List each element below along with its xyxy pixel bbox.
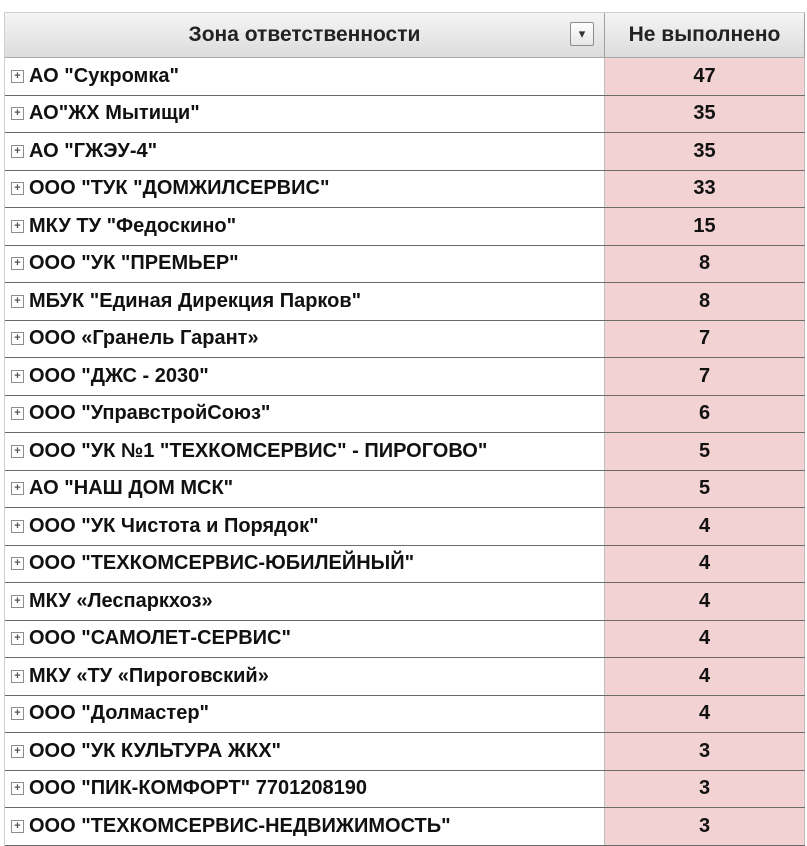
not-completed-value: 35 (693, 102, 716, 125)
table-row[interactable] (5, 246, 805, 284)
responsibility-zone-cell[interactable] (5, 771, 605, 808)
table-row[interactable] (5, 546, 805, 584)
responsibility-zone-text: ООО "Долмастер" (29, 702, 210, 725)
not-completed-cell[interactable] (605, 808, 805, 845)
not-completed-value: 4 (698, 627, 711, 650)
expand-icon[interactable]: + (11, 220, 24, 233)
table-row[interactable] (5, 283, 805, 321)
table-row[interactable] (5, 433, 805, 471)
not-completed-value: 3 (698, 739, 711, 762)
responsibility-zone-cell[interactable] (5, 283, 605, 320)
expand-icon[interactable]: + (11, 182, 24, 195)
table-row[interactable] (5, 621, 805, 659)
responsibility-zone-text: ООО "ТЕХКОМСЕРВИС-ЮБИЛЕЙНЫЙ" (29, 552, 415, 575)
expand-icon[interactable]: + (11, 295, 24, 308)
expand-icon[interactable]: + (11, 482, 24, 495)
header-responsibility-zone-label: Зона ответственности (188, 23, 421, 46)
expand-icon[interactable]: + (11, 745, 24, 758)
responsibility-zone-cell[interactable] (5, 696, 605, 733)
not-completed-cell[interactable] (605, 546, 805, 583)
responsibility-zone-cell[interactable] (5, 471, 605, 508)
responsibility-zone-text: ООО "УК №1 "ТЕХКОМСЕРВИС" - ПИРОГОВО" (29, 439, 488, 462)
not-completed-cell[interactable] (605, 696, 805, 733)
responsibility-zone-text: АО "Сукромка" (29, 64, 179, 87)
not-completed-value: 4 (698, 589, 711, 612)
responsibility-zone-cell[interactable] (5, 808, 605, 845)
not-completed-cell[interactable] (605, 208, 805, 245)
table-row[interactable] (5, 583, 805, 621)
not-completed-value: 8 (698, 289, 711, 312)
responsibility-zone-cell[interactable] (5, 583, 605, 620)
responsibility-zone-text: ООО "ТЕХКОМСЕРВИС-НЕДВИЖИМОСТЬ" (29, 814, 451, 837)
not-completed-value: 6 (698, 402, 711, 425)
table-row[interactable] (5, 733, 805, 771)
table-row[interactable] (5, 58, 805, 96)
not-completed-cell[interactable] (605, 733, 805, 770)
not-completed-cell[interactable] (605, 171, 805, 208)
expand-icon[interactable]: + (11, 595, 24, 608)
not-completed-cell[interactable] (605, 396, 805, 433)
expand-icon[interactable]: + (11, 107, 24, 120)
expand-icon[interactable]: + (11, 370, 24, 383)
not-completed-value: 4 (698, 514, 711, 537)
not-completed-cell[interactable] (605, 58, 805, 95)
responsibility-zone-cell[interactable] (5, 621, 605, 658)
not-completed-value: 33 (693, 177, 716, 200)
header-not-completed-label: Не выполнено (628, 23, 781, 46)
responsibility-zone-text: АО"ЖХ Мытищи" (29, 102, 200, 125)
responsibility-zone-text: ООО "ПИК-КОМФОРТ" 7701208190 (29, 777, 367, 800)
not-completed-value: 7 (698, 327, 711, 350)
not-completed-cell[interactable] (605, 658, 805, 695)
not-completed-value: 5 (698, 477, 711, 500)
not-completed-cell[interactable] (605, 471, 805, 508)
not-completed-value: 3 (698, 814, 711, 837)
not-completed-cell[interactable] (605, 358, 805, 395)
table-row[interactable] (5, 508, 805, 546)
responsibility-zone-cell[interactable] (5, 546, 605, 583)
responsibility-zone-text: МКУ «Леспаркхоз» (29, 589, 213, 612)
expand-icon[interactable]: + (11, 707, 24, 720)
expand-icon[interactable]: + (11, 445, 24, 458)
table-row[interactable] (5, 696, 805, 734)
responsibility-zone-cell[interactable] (5, 133, 605, 170)
responsibility-zone-text: ООО "УправстройСоюз" (29, 402, 271, 425)
responsibility-zone-cell[interactable] (5, 96, 605, 133)
expand-icon[interactable]: + (11, 145, 24, 158)
expand-icon[interactable]: + (11, 670, 24, 683)
not-completed-value: 5 (698, 439, 711, 462)
responsibility-zone-text: ООО "ТУК "ДОМЖИЛСЕРВИС" (29, 177, 330, 200)
table-header-row (5, 13, 805, 58)
table-row[interactable] (5, 471, 805, 509)
responsibility-zone-cell[interactable] (5, 396, 605, 433)
pivot-table (4, 12, 805, 846)
not-completed-value: 8 (698, 252, 711, 275)
table-row[interactable] (5, 808, 805, 846)
not-completed-value: 7 (698, 364, 711, 387)
header-not-completed[interactable] (605, 13, 805, 57)
responsibility-zone-cell[interactable] (5, 358, 605, 395)
not-completed-cell[interactable] (605, 621, 805, 658)
responsibility-zone-cell[interactable] (5, 321, 605, 358)
responsibility-zone-cell[interactable] (5, 508, 605, 545)
table-row[interactable] (5, 133, 805, 171)
not-completed-cell[interactable] (605, 283, 805, 320)
expand-icon[interactable]: + (11, 70, 24, 83)
responsibility-zone-cell[interactable] (5, 208, 605, 245)
responsibility-zone-text: ООО "УК КУЛЬТУРА ЖКХ" (29, 739, 282, 762)
responsibility-zone-text: ООО «Гранель Гарант» (29, 327, 259, 350)
not-completed-value: 4 (698, 664, 711, 687)
responsibility-zone-text: ООО "САМОЛЕТ-СЕРВИС" (29, 627, 291, 650)
responsibility-zone-cell[interactable] (5, 658, 605, 695)
responsibility-zone-text: ООО "УК "ПРЕМЬЕР" (29, 252, 239, 275)
not-completed-cell[interactable] (605, 508, 805, 545)
expand-icon[interactable]: + (11, 257, 24, 270)
table-row[interactable] (5, 321, 805, 359)
table-row[interactable] (5, 771, 805, 809)
responsibility-zone-text: ООО "ДЖС - 2030" (29, 364, 209, 387)
responsibility-zone-cell[interactable] (5, 733, 605, 770)
not-completed-cell[interactable] (605, 96, 805, 133)
table-row[interactable] (5, 208, 805, 246)
not-completed-cell[interactable] (605, 583, 805, 620)
expand-icon[interactable]: + (11, 407, 24, 420)
not-completed-value: 4 (698, 552, 711, 575)
responsibility-zone-cell[interactable] (5, 246, 605, 283)
responsibility-zone-text: АО "ГЖЭУ-4" (29, 139, 158, 162)
responsibility-zone-text: АО "НАШ ДОМ МСК" (29, 477, 234, 500)
not-completed-value: 3 (698, 777, 711, 800)
expand-icon[interactable]: + (11, 520, 24, 533)
table-row[interactable] (5, 171, 805, 209)
not-completed-cell[interactable] (605, 771, 805, 808)
responsibility-zone-text: МКУ «ТУ «Пироговский» (29, 664, 269, 687)
responsibility-zone-cell[interactable] (5, 171, 605, 208)
table-row[interactable] (5, 396, 805, 434)
not-completed-cell[interactable] (605, 246, 805, 283)
not-completed-value: 35 (693, 139, 716, 162)
expand-icon[interactable]: + (11, 332, 24, 345)
expand-icon[interactable]: + (11, 782, 24, 795)
header-responsibility-zone[interactable] (5, 13, 605, 57)
not-completed-cell[interactable] (605, 133, 805, 170)
table-row[interactable] (5, 358, 805, 396)
not-completed-value: 4 (698, 702, 711, 725)
not-completed-cell[interactable] (605, 433, 805, 470)
responsibility-zone-text: МБУК "Единая Дирекция Парков" (29, 289, 362, 312)
not-completed-cell[interactable] (605, 321, 805, 358)
expand-icon[interactable]: + (11, 632, 24, 645)
table-row[interactable] (5, 96, 805, 134)
responsibility-zone-text: МКУ ТУ "Федоскино" (29, 214, 237, 237)
expand-icon[interactable]: + (11, 557, 24, 570)
not-completed-value: 47 (693, 64, 716, 87)
responsibility-zone-cell[interactable] (5, 58, 605, 95)
responsibility-zone-cell[interactable] (5, 433, 605, 470)
table-row[interactable] (5, 658, 805, 696)
responsibility-zone-text: ООО "УК Чистота и Порядок" (29, 514, 319, 537)
dropdown-filter-icon[interactable]: ▾ (570, 22, 594, 46)
not-completed-value: 15 (693, 214, 716, 237)
expand-icon[interactable]: + (11, 820, 24, 833)
